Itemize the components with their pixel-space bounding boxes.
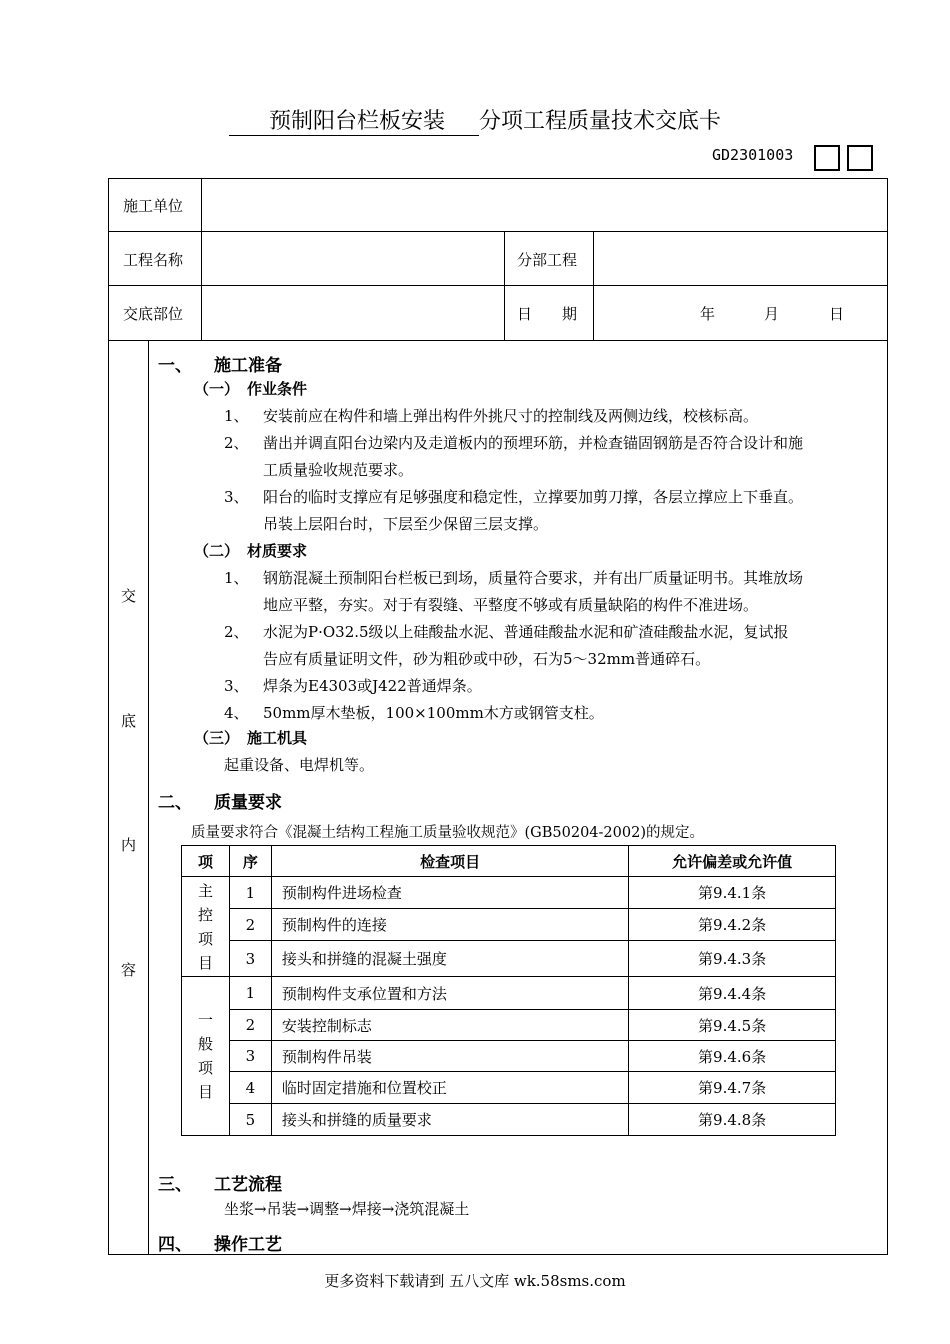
subsection-number: （一）	[194, 380, 240, 398]
divider	[108, 340, 888, 341]
list-item-text: 钢筋混凝土预制阳台栏板已到场，质量符合要求，并有出厂质量证明书。其堆放场	[263, 569, 804, 587]
section-title: 施工准备	[214, 356, 282, 376]
list-item-text: 吊装上层阳台时，下层至少保留三层支撑。	[263, 515, 549, 533]
list-item-number: 3、	[224, 488, 249, 506]
side-label-char: 交	[121, 587, 137, 605]
table-row	[182, 941, 836, 977]
list-item-number: 2、	[224, 434, 249, 452]
list-item-text: 工质量验收规范要求。	[263, 461, 414, 479]
column-header: 检查项目	[271, 846, 628, 877]
document-code: GD2301003	[712, 146, 794, 164]
checkbox-1[interactable]	[814, 145, 840, 171]
row-number: 1	[229, 877, 271, 909]
side-label-char: 容	[121, 961, 137, 979]
section-title: 工艺流程	[214, 1175, 282, 1195]
section-number: 二、	[158, 793, 192, 813]
row-number: 2	[229, 909, 271, 941]
allowed-value: 第9.4.4条	[629, 977, 836, 1010]
table-row	[182, 909, 836, 941]
column-header: 项	[182, 846, 230, 877]
check-item: 预制构件的连接	[271, 909, 628, 941]
divider	[593, 231, 594, 340]
check-item: 安装控制标志	[271, 1010, 628, 1041]
project-name-label: 工程名称	[123, 251, 184, 269]
column-header: 序	[229, 846, 271, 877]
list-item-text: 地应平整，夯实。对于有裂缝、平整度不够或有质量缺陷的构件不准进场。	[263, 596, 759, 614]
side-label-char: 底	[121, 712, 137, 730]
allowed-value: 第9.4.3条	[629, 941, 836, 977]
handover-part-label: 交底部位	[123, 305, 184, 323]
list-item-text: 安装前应在构件和墙上弹出构件外挑尺寸的控制线及两侧边线，校核标高。	[263, 407, 759, 425]
month-label: 月	[764, 305, 780, 323]
allowed-value: 第9.4.5条	[629, 1010, 836, 1041]
list-item-text: 焊条为E4303或J422普通焊条。	[263, 677, 482, 695]
checkbox-2[interactable]	[847, 145, 873, 171]
list-item-number: 1、	[224, 407, 249, 425]
side-label-char: 内	[121, 836, 137, 854]
list-item-text: 阳台的临时支撑应有足够强度和稳定性，立撑要加剪刀撑，各层立撑应上下垂直。	[263, 488, 804, 506]
year-label: 年	[700, 305, 716, 323]
allowed-value: 第9.4.6条	[629, 1041, 836, 1072]
allowed-value: 第9.4.7条	[629, 1072, 836, 1104]
subsection-number: （三）	[194, 729, 240, 747]
table-header-row	[182, 846, 836, 877]
list-item-text: 告应有质量证明文件，砂为粗砂或中砂，石为5～32mm普通碎石。	[263, 650, 711, 668]
subsection-title: 材质要求	[247, 542, 308, 560]
divider	[148, 340, 149, 1255]
row-number: 1	[229, 977, 271, 1010]
section-title: 操作工艺	[214, 1235, 282, 1255]
list-item-number: 2、	[224, 623, 249, 641]
subsection-title: 作业条件	[247, 380, 308, 398]
row-number: 5	[229, 1104, 271, 1136]
date-label: 日 期	[517, 305, 578, 323]
check-item: 预制构件支承位置和方法	[271, 977, 628, 1010]
table-row	[182, 1010, 836, 1041]
table-row	[182, 977, 836, 1010]
section-number: 三、	[158, 1175, 192, 1195]
table-row	[182, 1072, 836, 1104]
construction-unit-label: 施工单位	[123, 197, 184, 215]
subsection-title: 施工机具	[247, 729, 308, 747]
list-item-text: 水泥为P·O32.5级以上硅酸盐水泥、普通硅酸盐水泥和矿渣硅酸盐水泥，复试报	[263, 623, 789, 641]
group-general: 一 般 项 目	[182, 977, 230, 1136]
check-item: 预制构件进场检查	[271, 877, 628, 909]
divider	[201, 178, 202, 340]
group-main-control: 主 控 项 目	[182, 877, 230, 977]
allowed-value: 第9.4.1条	[629, 877, 836, 909]
process-flow-text: 坐浆→吊装→调整→焊接→浇筑混凝土	[224, 1200, 470, 1218]
divider	[504, 231, 505, 340]
list-item-number: 3、	[224, 677, 249, 695]
check-item: 接头和拼缝的质量要求	[271, 1104, 628, 1136]
list-item-text: 50mm厚木垫板，100×100mm木方或钢管支柱。	[263, 704, 604, 722]
day-label: 日	[829, 305, 845, 323]
tools-text: 起重设备、电焊机等。	[224, 756, 375, 774]
row-number: 2	[229, 1010, 271, 1041]
table-row	[182, 877, 836, 909]
check-item: 预制构件吊装	[271, 1041, 628, 1072]
card-title: 分项工程质量技术交底卡	[479, 109, 722, 134]
row-number: 4	[229, 1072, 271, 1104]
list-item-number: 1、	[224, 569, 249, 587]
table-row	[182, 1041, 836, 1072]
allowed-value: 第9.4.2条	[629, 909, 836, 941]
check-item: 接头和拼缝的混凝土强度	[271, 941, 628, 977]
divider	[108, 285, 888, 286]
subsection-number: （二）	[194, 542, 240, 560]
list-item-number: 4、	[224, 704, 249, 722]
list-item-text: 凿出并调直阳台边梁内及走道板内的预埋环筋，并检查锚固钢筋是否符合设计和施	[263, 434, 804, 452]
divider	[108, 231, 888, 232]
allowed-value: 第9.4.8条	[629, 1104, 836, 1136]
section-number: 四、	[158, 1235, 192, 1255]
row-number: 3	[229, 1041, 271, 1072]
column-header: 允许偏差或允许值	[629, 846, 836, 877]
document-title	[0, 104, 950, 136]
subproject-label: 分部工程	[517, 251, 578, 269]
footer-link[interactable]: 更多资料下载请到 五八文库 wk.58sms.com	[324, 1272, 626, 1290]
row-number: 3	[229, 941, 271, 977]
table-row	[182, 1104, 836, 1136]
section-title: 质量要求	[214, 793, 282, 813]
project-name-title: 预制阳台栏板安装	[229, 104, 479, 136]
section-number: 一、	[158, 356, 192, 376]
quality-table	[181, 845, 836, 1136]
quality-text: 质量要求符合《混凝土结构工程施工质量验收规范》(GB50204-2002)的规定。	[191, 825, 704, 841]
check-item: 临时固定措施和位置校正	[271, 1072, 628, 1104]
